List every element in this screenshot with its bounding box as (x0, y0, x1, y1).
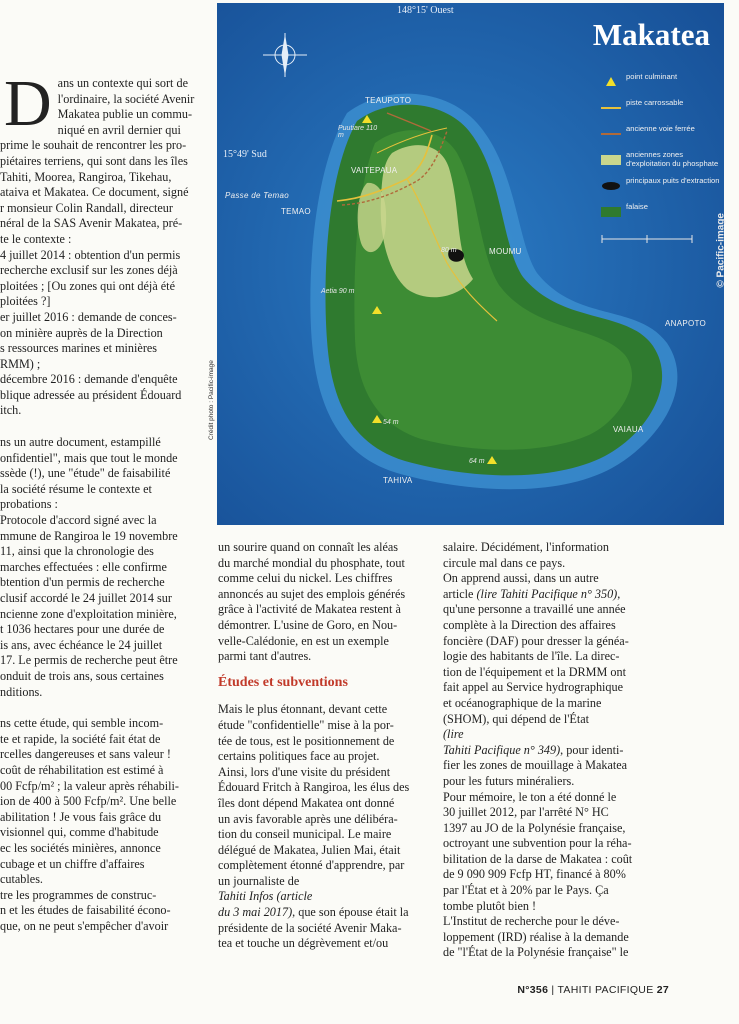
triangle-icon (600, 75, 622, 85)
right-paragraph-2-end (443, 758, 656, 789)
middle-b-line: un journaliste de (218, 873, 300, 888)
line-icon (600, 101, 622, 111)
left-text-line: ataiva et Makatea. Ce document, signé (0, 185, 189, 200)
middle-paragraph-a (218, 702, 425, 764)
right-p2-line: et océanographique de la marine (443, 695, 602, 710)
middle-b-line: délégué de Makatea, Julien Mai, était (218, 842, 401, 857)
left-text-line: ncienne zone d'exploitation minière, (0, 606, 177, 621)
left-text-line (0, 419, 205, 435)
left-text-line: ion de 400 à 500 Fcfp/m². Une belle (0, 794, 177, 809)
island-map (217, 3, 727, 525)
right-p2-line: qu'une personne a travaillé une année (443, 602, 626, 617)
middle-a-line: certains politiques face au projet. (218, 749, 380, 764)
middle-top-line: un sourire quand on connaît les aléas (218, 540, 399, 554)
photo-credit: Crédit photo : Pacific-image (208, 360, 215, 440)
left-text-line: niqué en avril dernier qui (57, 122, 181, 137)
right-p2-ref2b-line (443, 743, 656, 759)
left-text-line: Makatea publie un commu- (57, 107, 193, 122)
right-paragraph-4 (443, 914, 656, 961)
place-temao: TEMAO (281, 207, 311, 216)
issue-number: N°356 (517, 984, 549, 996)
peak-80m: 80 m (441, 247, 457, 254)
right-text-top (443, 540, 656, 571)
left-text-line: rcelles dangereuses et sans valeur ! (0, 747, 171, 762)
left-text-line: ssède (!), une "étude" de faisabilité (0, 466, 171, 481)
left-text-line: ploitées ; [Ou zones qui ont déjà été (0, 278, 175, 293)
left-text-line: onfidentiel", mais que tout le monde (0, 450, 178, 465)
left-text-line: on minière auprès de la Direction (0, 325, 163, 340)
right-p2-line: fait appel au Service hydrographique (443, 680, 624, 695)
peak-90m: Aetia 90 m (321, 288, 355, 295)
left-column (0, 67, 205, 934)
middle-column (218, 540, 425, 952)
middle-a-line: Mais le plus étonnant, devant cette (218, 702, 388, 717)
middle-top-line: parmi tant d'autres. (218, 649, 312, 664)
left-text-line: n et les études de faisabilité écono- (0, 903, 171, 918)
middle-top-line: velle-Calédonie, en est un exemple (218, 633, 389, 648)
place-vaitepaua: VAITEPAUA (351, 166, 398, 175)
right-p4-line: L'Institut de recherche pour le déve- (443, 914, 620, 929)
right-top-line: circule mal dans ce pays. (443, 555, 566, 570)
right-p2-article: article (443, 586, 477, 601)
left-text-line: te le contexte : (0, 231, 72, 246)
middle-b-line: îles dont dépend Makatea ont donné (218, 795, 395, 810)
magazine-name: TAHITI PACIFIQUE (557, 984, 654, 996)
ref-tahiti-pacifique-350: (lire Tahiti Pacifique n° 350) (476, 586, 618, 601)
left-text-line: marches effectuées : elle confirme (0, 559, 167, 574)
left-text-line: la société résume le contexte et (0, 481, 152, 496)
right-p3-line: Pour mémoire, le ton a été donné le (443, 789, 617, 804)
legend-label: point culminant (626, 72, 678, 81)
right-column (443, 540, 656, 961)
map-credit: © Pacific-image (716, 213, 727, 288)
line-icon (600, 127, 622, 137)
peak-54m: 54 m (383, 419, 399, 426)
place-anapoto: ANAPOTO (665, 319, 707, 328)
left-text-line: s ressources marines et minières (0, 341, 158, 356)
left-text-line: que, on ne peut s'empêcher d'avoir (0, 918, 169, 933)
place-teaupoto: TEAUPOTO (365, 96, 412, 105)
middle-line-date (218, 905, 425, 921)
right-p2-ref2-line (443, 727, 656, 743)
right-p4-line: de "l'État de la Polynésie française" le (443, 945, 629, 960)
right-p3-line: 1397 au JO de la Polynésie française, (443, 820, 626, 835)
left-text-line: 4 juillet 2014 : obtention d'un permis (0, 247, 181, 262)
right-p3-line: bilitation de la darse de Makatea : coût (443, 851, 633, 866)
map-legend (600, 73, 720, 229)
right-p2-end-line: pour les futurs minéraliers. (443, 773, 575, 788)
legend-item (600, 203, 720, 225)
right-p2-end-line: fier les zones de mouillage à Makatea (443, 758, 628, 773)
left-text-line: néral de la SAS Avenir Makatea, pré- (0, 216, 183, 231)
left-text-line: RMM) ; (0, 356, 41, 371)
place-moumu: MOUMU (489, 247, 522, 256)
legend-item (600, 177, 720, 199)
left-text-line: 17. Le permis de recherche peut être (0, 653, 178, 668)
left-text-line: visionnel qui, comme d'habitude (0, 825, 159, 840)
left-text-line: piétaires terriens, qui sont dans les îles (0, 153, 188, 168)
left-text-line: nditions. (0, 684, 43, 699)
middle-c-line: présidente de la société Avenir Maka- (218, 920, 402, 935)
right-p2-start: On apprend aussi, dans un autre (443, 571, 599, 586)
left-text-line: 11, ainsi que la chronologie des (0, 544, 154, 559)
middle-c-line: tea et touche un dégrèvement et/ou (218, 936, 389, 951)
area-icon (600, 153, 622, 163)
left-text-line: mmune de Rangiroa le 19 novembre (0, 528, 178, 543)
right-p3-line: de 9 090 909 Fcfp HT, financé à 80% (443, 867, 626, 882)
left-text-line: ns un autre document, estampillé (0, 435, 161, 450)
right-p2-line: tion de l'équipement et la DRMM ont (443, 664, 626, 679)
left-text-line: prime le souhait de rencontrer les pro- (0, 138, 187, 153)
legend-item (600, 125, 720, 147)
left-text-line: blique adressée au président Édouard (0, 387, 182, 402)
longitude-label: 148°15' Ouest (397, 5, 454, 16)
left-text-line: ns cette étude, qui semble incom- (0, 716, 164, 731)
right-p2-tail: , pour identi- (560, 742, 624, 757)
middle-top-line: annoncés au sujet des emplois générés (218, 586, 406, 601)
section-heading: Études et subventions (218, 674, 348, 690)
left-text-line: coût de réhabilitation est estimé à (0, 762, 164, 777)
left-text-line: btention d'un permis de recherche (0, 575, 165, 590)
right-top-line: salaire. Décidément, l'information (443, 540, 609, 554)
left-text-line: ec les sociétés minières, annonce (0, 840, 161, 855)
legend-label: anciennes zones d'exploitation du phosphate (626, 150, 719, 168)
place-vaiaua: VAIAUA (613, 425, 644, 434)
legend-item (600, 73, 720, 95)
blob-icon (600, 179, 622, 189)
left-text-line: ploitées ?] (0, 294, 51, 309)
right-paragraph-2 (443, 602, 656, 727)
right-p3-line: par l'État et à 20% par le Pays. Ça (443, 883, 609, 898)
drop-cap: D (4, 67, 52, 140)
middle-top-line: du marché mondial du phosphate, tout (218, 555, 405, 570)
right-p2-line: complète à la Direction des affaires (443, 617, 616, 632)
left-text-line: 00 Fcfp/m² ; la valeur après réhabili- (0, 778, 179, 793)
middle-paragraph-c (218, 921, 425, 952)
ref-tahiti-infos: Tahiti Infos (article (218, 889, 313, 904)
left-text-line: probations : (0, 497, 58, 512)
peak-64m: 64 m (469, 458, 485, 465)
middle-b-line: Ainsi, lors d'une visite du président (218, 764, 391, 779)
middle-line-rest: , que son épouse était la (292, 905, 409, 920)
left-text-line: abilitation ! Je vous fais grâce du (0, 809, 162, 824)
left-text-line: tre les programmes de construc- (0, 887, 157, 902)
middle-b-line: Édouard Fritch à Rangiroa, les élus des (218, 780, 410, 795)
right-p4-line: loppement (IRD) réalise à la demande (443, 929, 629, 944)
left-text-line: t 1036 hectares pour une durée de (0, 622, 165, 637)
middle-paragraph-b (218, 765, 425, 890)
legend-item (600, 99, 720, 121)
latitude-label: 15°49' Sud (223, 149, 267, 160)
middle-a-line: tée de tous, est le positionnement de (218, 733, 395, 748)
left-text-line: itch. (0, 403, 22, 418)
right-p2-line: logie des habitants de l'île. La direc- (443, 649, 620, 664)
legend-label: ancienne voie ferrée (626, 124, 695, 133)
left-text-line: r monsieur Colin Randall, directeur (0, 200, 173, 215)
left-text-line: recherche exclusif sur les zones déjà (0, 263, 178, 278)
middle-b-line: complètement étonné d'apprendre, par (218, 858, 405, 873)
left-text-line: ans un contexte qui sort de (57, 76, 188, 90)
left-text-line: décembre 2016 : demande d'enquête (0, 372, 178, 387)
left-text-line: er juillet 2016 : demande de conces- (0, 309, 177, 324)
legend-label: falaise (626, 202, 648, 211)
middle-a-line: étude "confidentielle" mise à la por- (218, 717, 394, 732)
place-passe-de-temao: Passe de Temao (225, 191, 289, 200)
ref-date: du 3 mai 2017) (218, 905, 293, 920)
legend-label: principaux puits d'extraction (626, 176, 720, 185)
ref-tahiti-pacifique-349: Tahiti Pacifique n° 349) (443, 742, 561, 757)
middle-top-line: grâce à l'activité de Makatea restent à (218, 602, 401, 617)
right-p2-line: (SHOM), qui dépend de l'État (443, 711, 590, 726)
middle-top-line: comme celui du nickel. Les chiffres (218, 571, 393, 586)
left-text-line: clusif accordé le 24 juillet 2014 sur (0, 591, 172, 605)
legend-item (600, 151, 720, 173)
middle-b-line: tion du conseil municipal. Le maire (218, 827, 392, 842)
right-p3-line: octroyant une subvention pour la réha- (443, 836, 632, 851)
left-text-line: is ans, avec échéance le 24 juillet (0, 637, 163, 652)
left-text (0, 67, 205, 934)
left-text-line: onduit de trois ans, sous certaines (0, 668, 164, 683)
peak-puutiare: Puutiare 110 m (338, 125, 378, 139)
right-p3-line: tombe plutôt bien ! (443, 898, 537, 913)
left-text-line: Tahiti, Moorea, Rangiroa, Tikehau, (0, 169, 172, 184)
right-p2-line: foncière (DAF) pour dresser la généa- (443, 633, 629, 648)
right-paragraph-3 (443, 790, 656, 915)
ref-lire: (lire (443, 727, 464, 742)
right-p2-ref-line: article (lire Tahiti Pacifique n° 350), (443, 586, 621, 601)
middle-text-top (218, 540, 425, 665)
left-text-line: l'ordinaire, la société Avenir (57, 91, 195, 106)
left-text-line: cutables. (0, 872, 43, 887)
page-footer: N°356 | TAHITI PACIFIQUE 27 (517, 984, 669, 996)
place-tahiva: TAHIVA (383, 476, 413, 485)
left-text-line (0, 700, 205, 716)
left-text-line: te et rapide, la société fait état de (0, 731, 161, 746)
area-icon (600, 205, 622, 215)
left-text-line: Protocole d'accord signé avec la (0, 513, 157, 528)
right-p3-line: 30 juillet 2012, par l'arrêté N° HC (443, 805, 609, 820)
legend-label: piste carrossable (626, 98, 684, 107)
page-number: 27 (656, 984, 669, 996)
map-title: Makatea (592, 17, 710, 52)
middle-line-tahiti-infos (218, 889, 425, 905)
middle-b-line: un avis favorable après une délibéra- (218, 811, 398, 826)
middle-top-line: démontrer. L'usine de Goro, en Nou- (218, 617, 398, 632)
left-text-line: cubage et un chiffre d'affaires (0, 856, 145, 871)
